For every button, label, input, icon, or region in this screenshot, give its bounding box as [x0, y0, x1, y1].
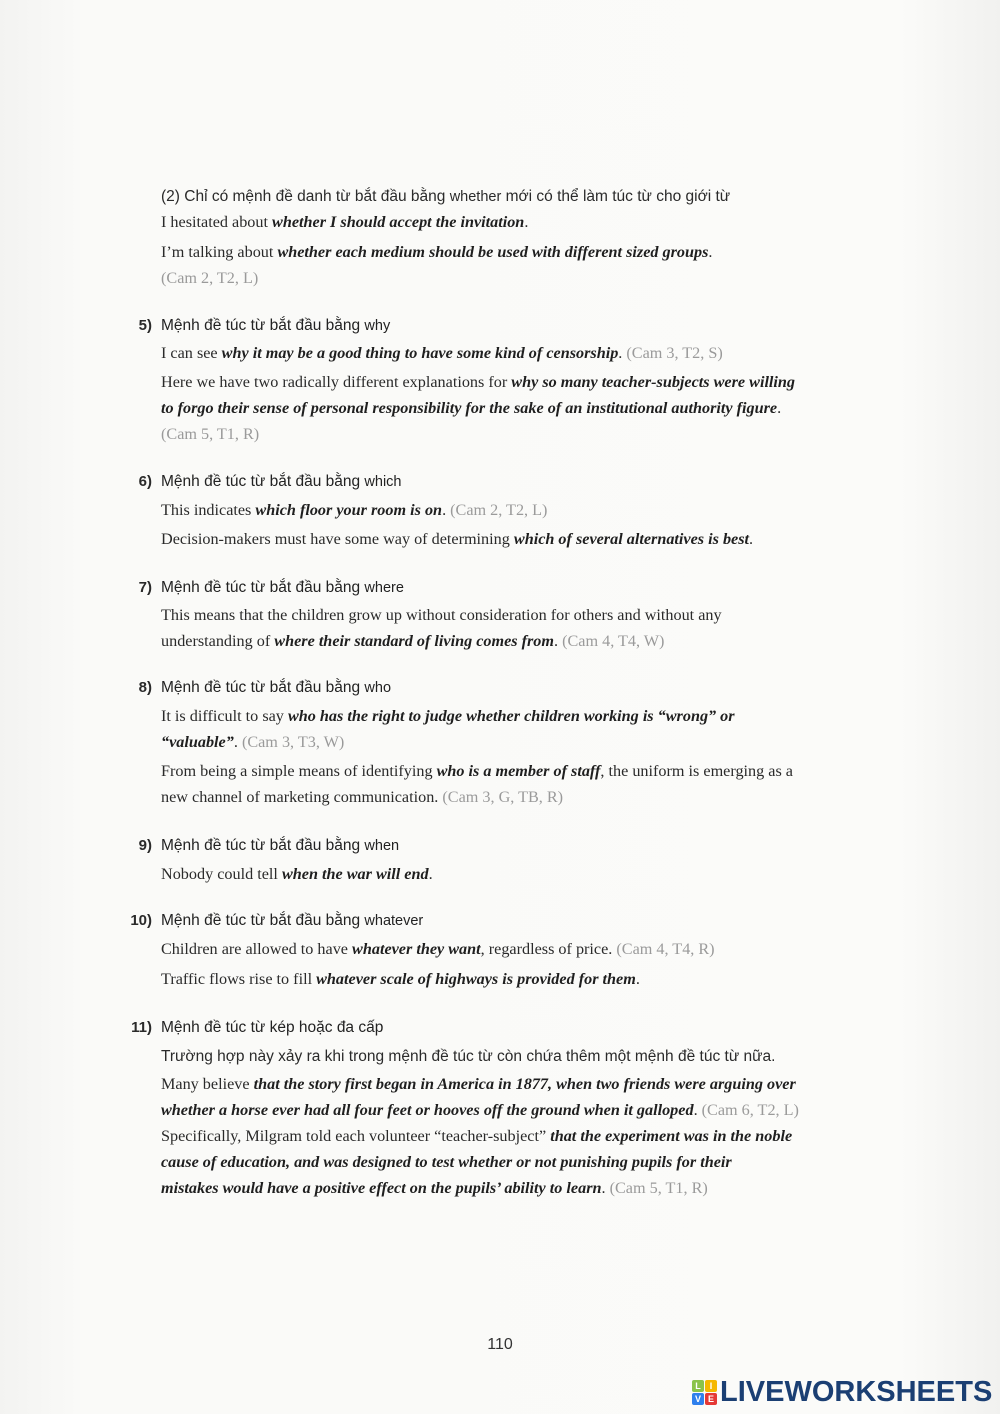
- text-line: [161, 1152, 898, 1172]
- text-line: [161, 864, 898, 884]
- text-line: [161, 761, 898, 781]
- logo-text: LIVEWORKSHEETS: [720, 1376, 993, 1408]
- citation: (Cam 6, T2, L): [701, 1101, 799, 1119]
- heading-keyword: when: [364, 838, 400, 854]
- citation: (Cam 2, T2, L): [450, 501, 548, 519]
- section-number: 9): [138, 837, 152, 854]
- text-segment: .: [428, 865, 433, 883]
- text-segment: Here we have two radically different explanations for: [161, 373, 512, 391]
- text-line: [161, 605, 898, 625]
- section-number: 8): [138, 679, 152, 696]
- text-segment: I can see: [161, 344, 222, 362]
- text-segment: I hesitated about: [161, 213, 273, 231]
- example-clause: why so many teacher-subjects were willing: [511, 373, 796, 391]
- text-segment: .: [601, 1179, 610, 1197]
- text-line: [161, 732, 898, 752]
- text-segment: Children are allowed to have: [161, 940, 353, 958]
- text-segment: Many believe: [161, 1075, 254, 1093]
- logo-tiles-icon: [692, 1380, 717, 1405]
- text-segment: , the uniform is emerging as a: [600, 762, 793, 780]
- text-line: [161, 212, 898, 232]
- section-heading: [161, 472, 402, 492]
- example-clause: “valuable”: [161, 733, 234, 751]
- example-clause: when the war will end: [281, 865, 429, 883]
- section-heading: [161, 1018, 383, 1038]
- section-heading: [161, 678, 391, 698]
- text-line: [161, 1178, 898, 1198]
- section-heading: [161, 316, 390, 336]
- heading-label: Mệnh đề túc từ bắt đầu bằng: [161, 679, 365, 696]
- example-clause: where their standard of living comes from: [274, 632, 554, 650]
- text-segment: .: [635, 970, 640, 988]
- heading-keyword: who: [364, 680, 392, 696]
- text-line: [161, 372, 898, 392]
- section-number: 6): [138, 473, 152, 490]
- section-number: 11): [131, 1019, 152, 1036]
- example-clause: who is a member of staff: [436, 762, 601, 780]
- section-heading: [161, 836, 399, 856]
- text-segment: new channel of marketing communication.: [161, 788, 443, 806]
- section-number: 5): [138, 317, 152, 334]
- text-segment: .: [554, 632, 563, 650]
- text-line: [161, 424, 898, 444]
- example-clause: who has the right to judge whether children working is “wrong” or: [287, 707, 735, 725]
- citation: (Cam 5, T1, R): [161, 425, 260, 443]
- text-segment: understanding of: [161, 632, 275, 650]
- text-line: [161, 1100, 898, 1120]
- text-segment: Decision-makers must have some way of determining: [161, 530, 514, 548]
- text-segment: (2) Chỉ có mệnh đề danh từ bắt đầu bằng: [161, 188, 450, 205]
- liveworksheets-logo[interactable]: [692, 1376, 992, 1409]
- page-number: 110: [487, 1336, 513, 1353]
- logo-tile: L: [692, 1380, 704, 1392]
- text-segment: I’m talking about: [161, 243, 278, 261]
- citation: (Cam 4, T4, R): [616, 940, 715, 958]
- text-segment: .: [693, 1101, 702, 1119]
- text-line: [161, 500, 898, 520]
- citation: (Cam 3, G, TB, R): [442, 788, 564, 806]
- example-clause: whether a horse ever had all four feet or hooves off the ground when it galloped: [161, 1101, 694, 1119]
- example-clause: which of several alternatives is best: [513, 530, 750, 548]
- text-segment: whether: [449, 189, 502, 205]
- heading-keyword: where: [364, 580, 404, 596]
- citation: (Cam 4, T4, W): [562, 632, 665, 650]
- text-segment: Traffic flows rise to fill: [161, 970, 317, 988]
- text-line: [161, 1074, 898, 1094]
- text-segment: .: [442, 501, 451, 519]
- heading-label: Mệnh đề túc từ kép hoặc đa cấp: [161, 1019, 384, 1036]
- text-segment: Specifically, Milgram told each volunteer “teacher-subject”: [161, 1127, 551, 1145]
- heading-label: Mệnh đề túc từ bắt đầu bằng: [161, 579, 365, 596]
- section-heading: [161, 578, 404, 598]
- text-segment: .: [777, 399, 782, 417]
- logo-tile: V: [692, 1393, 704, 1405]
- heading-label: Mệnh đề túc từ bắt đầu bằng: [161, 912, 365, 929]
- example-clause: mistakes would have a positive effect on the pupils’ ability to learn: [161, 1179, 602, 1197]
- citation: (Cam 5, T1, R): [609, 1179, 708, 1197]
- text-line: [161, 1046, 898, 1067]
- text-line: [161, 631, 898, 651]
- example-clause: whatever they want: [352, 940, 481, 958]
- logo-tile: E: [705, 1393, 717, 1405]
- heading-label: Mệnh đề túc từ bắt đầu bằng: [161, 473, 365, 490]
- example-clause: which floor your room is on: [255, 501, 443, 519]
- text-line: [161, 969, 898, 989]
- text-line: [161, 186, 898, 207]
- text-segment: Trường hợp này xảy ra khi trong mệnh đề túc từ còn chứa thêm một mệnh đề túc từ nữa.: [161, 1048, 776, 1065]
- text-segment: From being a simple means of identifying: [161, 762, 437, 780]
- example-clause: whether each medium should be used with different sized groups: [277, 243, 709, 261]
- text-line: [161, 1126, 898, 1146]
- example-clause: whatever scale of highways is provided for them: [316, 970, 636, 988]
- heading-keyword: which: [364, 474, 402, 490]
- text-segment: This means that the children grow up without consideration for others and without any: [161, 606, 722, 624]
- example-clause: cause of education, and was designed to test whether or not punishing pupils for their: [161, 1153, 732, 1171]
- text-segment: .: [708, 243, 713, 261]
- text-line: [161, 529, 898, 549]
- section-number: 10): [130, 912, 152, 929]
- text-line: [161, 242, 898, 262]
- citation: (Cam 3, T2, S): [626, 344, 723, 362]
- text-segment: It is difficult to say: [161, 707, 288, 725]
- citation: (Cam 2, T2, L): [161, 269, 259, 287]
- heading-keyword: whatever: [364, 913, 424, 929]
- text-line: [161, 343, 898, 363]
- text-line: [161, 398, 898, 418]
- example-clause: whether I should accept the invitation: [272, 213, 525, 231]
- citation: (Cam 3, T3, W): [241, 733, 345, 751]
- section-heading: [161, 911, 423, 931]
- example-clause: that the story first began in America in 1877, when two friends were arguing over: [253, 1075, 796, 1093]
- heading-label: Mệnh đề túc từ bắt đầu bằng: [161, 317, 365, 334]
- text-segment: .: [524, 213, 529, 231]
- text-line: [161, 706, 898, 726]
- heading-keyword: why: [364, 318, 391, 334]
- logo-tile: I: [705, 1380, 717, 1392]
- heading-label: Mệnh đề túc từ bắt đầu bằng: [161, 837, 365, 854]
- text-segment: .: [618, 344, 627, 362]
- text-segment: Nobody could tell: [161, 865, 282, 883]
- text-segment: , regardless of price.: [480, 940, 617, 958]
- text-line: [161, 939, 898, 959]
- text-line: [161, 787, 898, 807]
- text-line: [161, 268, 898, 288]
- text-segment: .: [233, 733, 242, 751]
- section-number: 7): [138, 579, 152, 596]
- text-segment: This indicates: [161, 501, 256, 519]
- example-clause: why it may be a good thing to have some kind of censorship: [221, 344, 619, 362]
- text-segment: mới có thể làm túc từ cho giới từ: [501, 188, 731, 205]
- example-clause: that the experiment was in the noble: [550, 1127, 793, 1145]
- text-segment: .: [749, 530, 754, 548]
- example-clause: to forgo their sense of personal responsibility for the sake of an institutional authority figure: [161, 399, 778, 417]
